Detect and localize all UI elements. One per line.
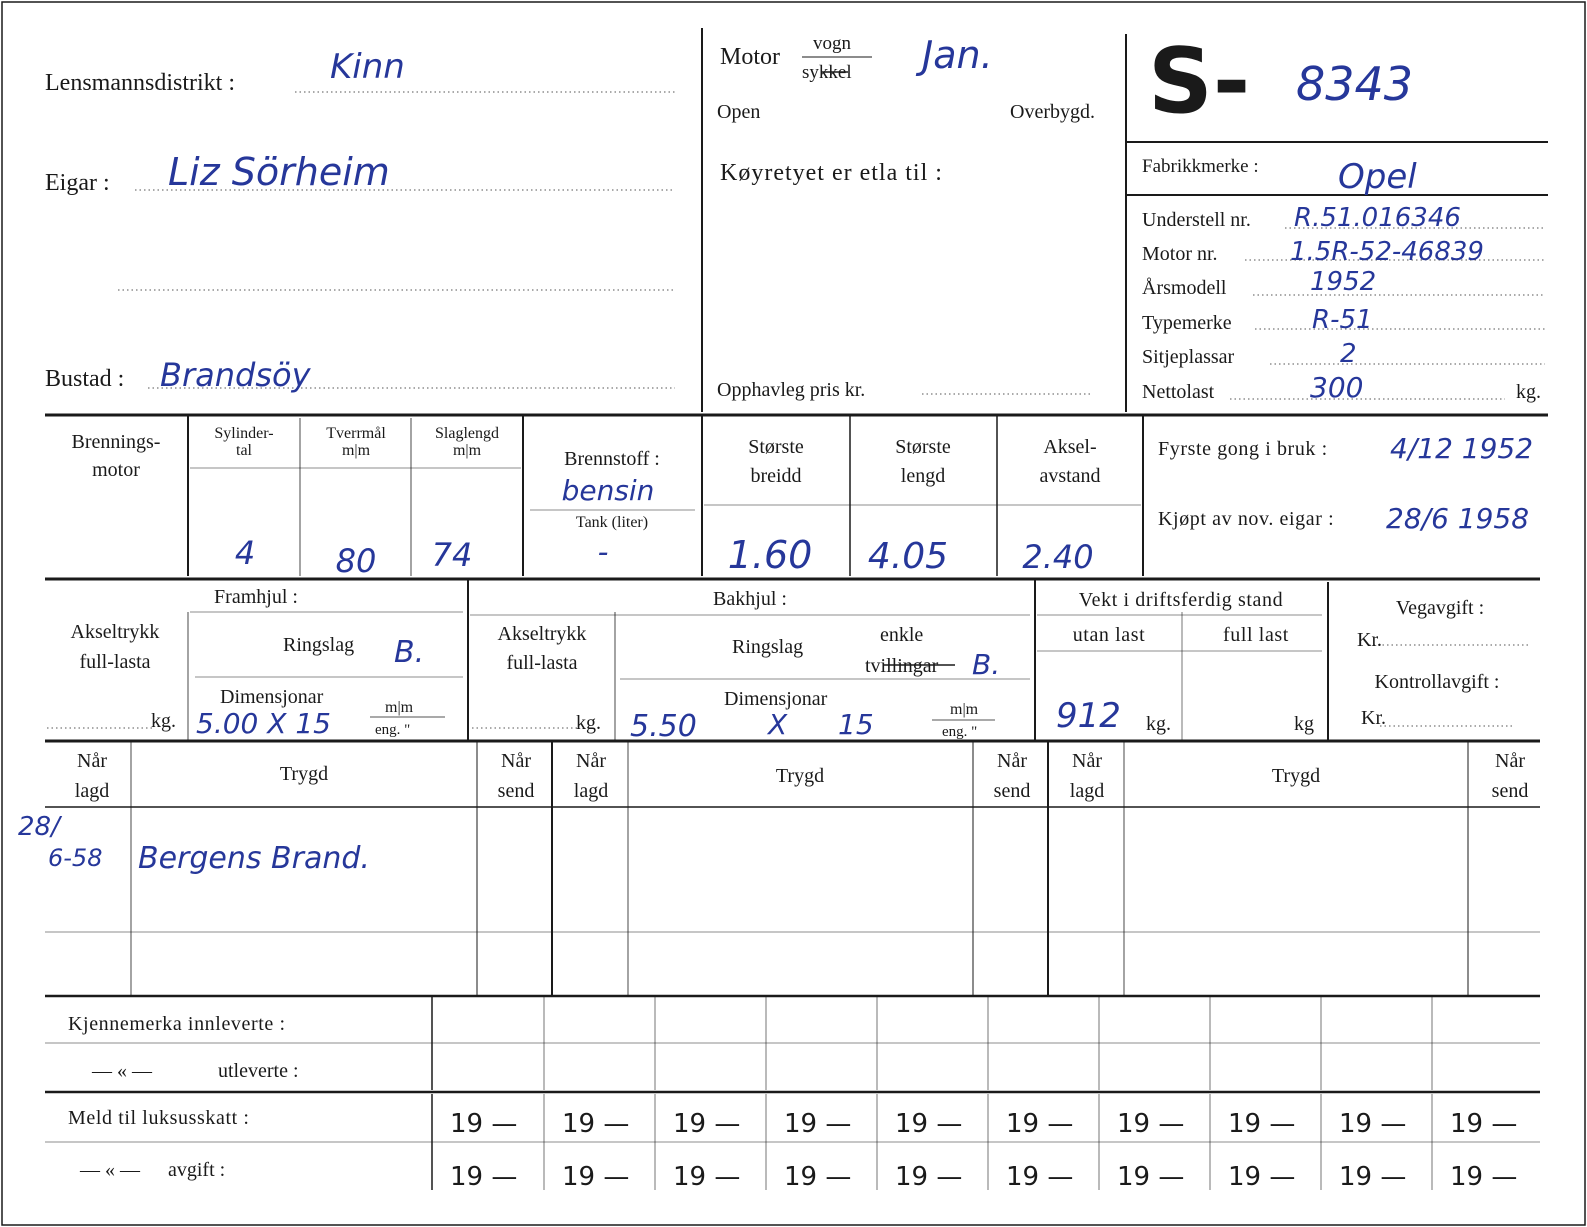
eigar-label: Eigar : [45, 170, 110, 196]
arsmodell-value: 1952 [1310, 267, 1377, 297]
kjopt-value: 28/6 1958 [1386, 502, 1530, 535]
year-cell: 19 — [562, 1162, 630, 1192]
col-nar-send-1a: Når [501, 750, 531, 772]
col-nar-lagd-2a: Når [576, 750, 606, 772]
front-ringslag-value: B. [394, 635, 425, 670]
understell-value: R.51.016346 [1294, 203, 1461, 233]
year-cell: 19 — [895, 1109, 963, 1139]
rear-ringslag-label: Ringslag [732, 636, 804, 658]
year-cell: 19 — [1117, 1109, 1185, 1139]
col-trygd-1: Trygd [279, 763, 329, 785]
kjopt-label: Kjøpt av nov. eigar : [1158, 508, 1335, 530]
breidd-value: 1.60 [727, 533, 813, 577]
vekt-label: Vekt i driftsferdig stand [1078, 589, 1284, 611]
front-dim-value: 5.00 X 15 [196, 707, 331, 740]
vegavgift-kr: Kr. [1357, 629, 1382, 651]
lensmann-label: Lensmannsdistrikt : [45, 70, 235, 96]
lengd-label-2: lengd [900, 465, 946, 487]
framhjul-label: Framhjul : [214, 586, 298, 608]
motor-nr-label: Motor nr. [1142, 243, 1218, 265]
full-last-kg: kg [1294, 713, 1314, 735]
col-nar-send-2a: Når [997, 750, 1027, 772]
open-label: Open [717, 101, 761, 123]
avgift-label: avgift : [168, 1159, 226, 1181]
nettolast-value: 300 [1310, 371, 1364, 404]
year-cell: 19 — [450, 1162, 518, 1192]
arsmodell-label: Årsmodell [1142, 277, 1227, 299]
kjennemerka-label: Kjennemerka innleverte : [68, 1013, 286, 1035]
utan-last-kg: kg. [1146, 713, 1171, 735]
lengd-label-1: Største [895, 436, 951, 458]
motor-vogn: vogn [813, 33, 851, 54]
year-cell: 19 — [1228, 1109, 1296, 1139]
bakhjul-label: Bakhjul : [713, 588, 787, 610]
nettolast-label: Nettolast [1142, 381, 1215, 403]
rear-ringslag-value: B. [972, 648, 1001, 681]
motor-nr-value: 1.5R-52-46839 [1290, 237, 1484, 267]
front-ringslag-label: Ringslag [283, 634, 355, 656]
opphavleg-label: Opphavleg pris kr. [717, 379, 866, 401]
fyrste-value: 4/12 1952 [1390, 432, 1534, 465]
slaglengd-value: 74 [431, 536, 473, 574]
kontroll-label: Kontrollavgift : [1374, 671, 1500, 693]
col-nar-send-3a: Når [1495, 750, 1525, 772]
tvillingar-label: tvillingar [865, 655, 939, 677]
koyretyet-label: Køyretyet er etla til : [720, 160, 943, 186]
year-cell: 19 — [1228, 1162, 1296, 1192]
year-cell: 19 — [1006, 1162, 1074, 1192]
bustad-label: Bustad : [45, 366, 125, 392]
year-cell: 19 — [673, 1109, 741, 1139]
col-nar-lagd-1b: lagd [74, 780, 110, 802]
brennstoff-value: bensin [561, 474, 655, 507]
col-nar-lagd-3b: lagd [1069, 780, 1105, 802]
year-cell: 19 — [784, 1109, 852, 1139]
lensmann-value: Kinn [330, 47, 405, 87]
enkle-label: enkle [880, 624, 924, 646]
overbygd-label: Overbygd. [1010, 101, 1095, 123]
tank-label: Tank (liter) [575, 514, 649, 531]
row1-date-a: 28/ [18, 812, 60, 842]
slaglengd-label-1: Slaglengd [435, 425, 499, 442]
utan-last-label: utan last [1072, 624, 1146, 646]
year-cell: 19 — [895, 1162, 963, 1192]
utan-last-value: 912 [1056, 696, 1121, 736]
motor-value: Jan. [922, 33, 993, 77]
col-nar-send-2b: send [993, 780, 1031, 802]
year-cell: 19 — [450, 1109, 518, 1139]
fabrikk-label: Fabrikkmerke : [1142, 156, 1259, 177]
fabrikk-value: Opel [1338, 157, 1417, 197]
aksel-label-1: Aksel- [1043, 436, 1097, 458]
rear-dim-b: 15 [838, 708, 874, 741]
understell-label: Understell nr. [1142, 209, 1251, 231]
row1-trygd: Bergens Brand. [138, 841, 370, 876]
rear-akseltrykk-2: full-lasta [506, 652, 578, 674]
tverrmal-value: 80 [335, 542, 377, 580]
reg-number: 8343 [1296, 57, 1414, 111]
front-akseltrykk-2: full-lasta [79, 651, 151, 673]
lengd-value: 4.05 [867, 536, 949, 577]
col-trygd-2: Trygd [775, 765, 825, 787]
full-last-label: full last [1223, 624, 1289, 646]
reg-prefix: S- [1148, 29, 1251, 134]
tank-value: - [597, 535, 609, 570]
col-nar-lagd-1a: Når [77, 750, 107, 772]
col-nar-send-1b: send [497, 780, 535, 802]
rear-dim-x: X [768, 708, 788, 741]
rear-dimensjonar-label: Dimensjonar [724, 688, 828, 710]
year-cell: 19 — [1339, 1109, 1407, 1139]
vegavgift-label: Vegavgift : [1395, 597, 1485, 619]
breidd-label-2: breidd [750, 465, 802, 487]
meld-label: Meld til luksusskatt : [68, 1107, 250, 1129]
year-cell: 19 — [1450, 1162, 1518, 1192]
year-cell: 19 — [784, 1162, 852, 1192]
aksel-label-2: avstand [1039, 465, 1101, 487]
year-cell: 19 — [1450, 1109, 1518, 1139]
motor-label: Motor [720, 44, 780, 70]
year-cell: 19 — [562, 1109, 630, 1139]
rear-kg: kg. [576, 712, 601, 734]
brennings-label-1: Brennings- [71, 431, 161, 453]
rear-mm-label: m|m [950, 701, 979, 718]
col-nar-lagd-2b: lagd [573, 780, 609, 802]
typemerke-value: R-51 [1312, 305, 1373, 335]
nettolast-unit: kg. [1516, 381, 1541, 403]
year-cell: 19 — [1117, 1162, 1185, 1192]
typemerke-label: Typemerke [1142, 312, 1232, 334]
sitjeplassar-value: 2 [1340, 339, 1357, 369]
breidd-label-1: Største [748, 436, 804, 458]
rear-dim-a: 5.50 [630, 709, 697, 744]
fyrste-label: Fyrste gong i bruk : [1158, 438, 1328, 460]
utleverte-label: utleverte : [218, 1060, 299, 1082]
front-akseltrykk-1: Akseltrykk [70, 621, 160, 643]
tverrmal-label-1: Tverrmål [326, 425, 386, 442]
avgift-dash: — « — [80, 1159, 140, 1181]
utleverte-dash: — « — [92, 1060, 152, 1082]
motor-sykkel: sykkel [802, 62, 852, 83]
sylinder-label-2: tal [236, 442, 252, 459]
bustad-value: Brandsöy [160, 356, 311, 394]
year-cell: 19 — [673, 1162, 741, 1192]
slaglengd-label-2: m|m [452, 442, 482, 459]
sitjeplassar-label: Sitjeplassar [1142, 346, 1235, 368]
col-nar-send-3b: send [1491, 780, 1529, 802]
year-cell: 19 — [1006, 1109, 1074, 1139]
tverrmal-label-2: m|m [341, 442, 371, 459]
sylinder-label-1: Sylinder- [214, 425, 274, 442]
rear-eng-label: eng. " [942, 724, 978, 740]
col-nar-lagd-3a: Når [1072, 750, 1102, 772]
eigar-value: Liz Sörheim [168, 150, 390, 194]
brennings-label-2: motor [92, 459, 140, 481]
brennstoff-label: Brennstoff : [564, 448, 660, 470]
sylinder-value: 4 [234, 534, 256, 572]
front-dimensjonar-label: Dimensjonar [220, 686, 324, 708]
year-cell: 19 — [1339, 1162, 1407, 1192]
kontroll-kr: Kr. [1361, 707, 1386, 729]
aksel-value: 2.40 [1022, 538, 1094, 576]
col-trygd-3: Trygd [1271, 765, 1321, 787]
front-eng-label: eng. " [375, 722, 411, 738]
row1-date-b: 6-58 [48, 844, 103, 872]
rear-akseltrykk-1: Akseltrykk [497, 623, 587, 645]
front-mm-label: m|m [385, 699, 414, 716]
front-kg: kg. [151, 710, 176, 732]
